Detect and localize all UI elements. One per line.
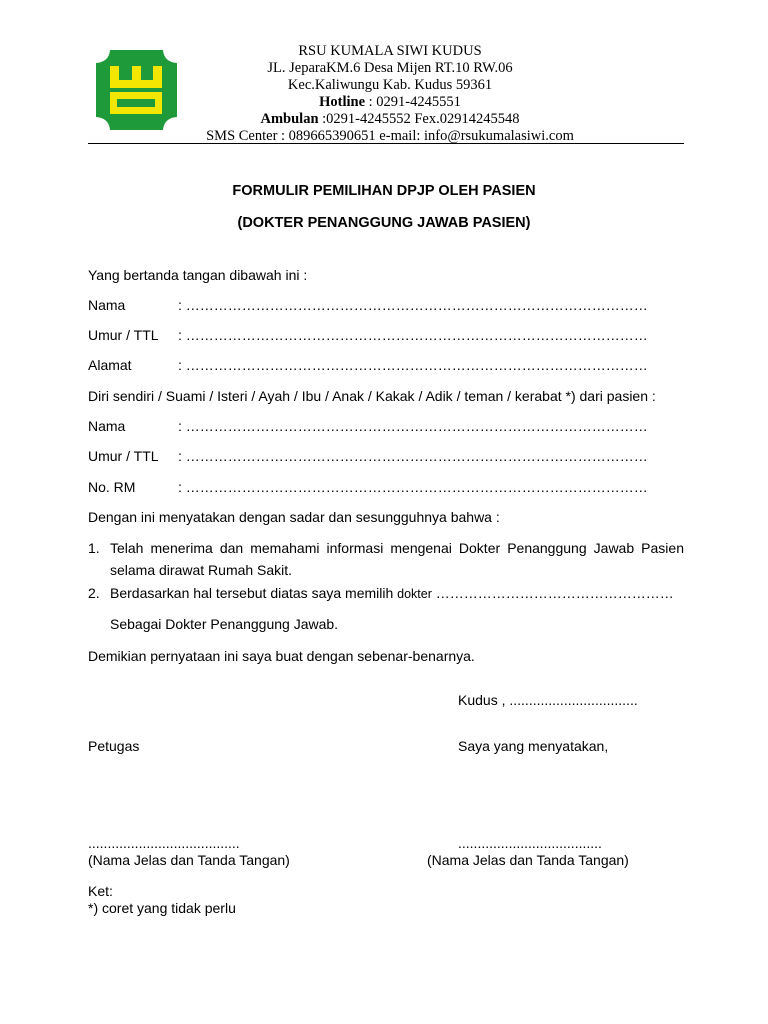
officer-signature-line[interactable]: ....................................... [88,835,240,851]
patient-name-label: Nama [88,418,126,434]
signer-name-label: Nama [88,297,126,313]
statement-intro: Dengan ini menyatakan dengan sadar dan sesungguhnya bahwa : [88,509,500,525]
hotline-label: Hotline [319,94,366,110]
signer-age-field[interactable]: : ……………………………………………………………………………………… [178,327,648,343]
signer-name-field[interactable]: : ……………………………………………………………………………………… [178,297,648,313]
signer-address-field[interactable]: : ……………………………………………………………………………………… [178,357,648,373]
hotline-value: : 0291-4245551 [365,94,461,110]
item-1-number: 1. [88,540,100,556]
sms-email-line: SMS Center : 089665390651 e-mail: info@rsukumalasiwi.com [206,128,574,144]
address-line-1: JL. JeparaKM.6 Desa Mijen RT.10 RW.06 [267,60,513,76]
relation-line: Diri sendiri / Suami / Isteri / Ayah / Ibu / Anak / Kakak / Adik / teman / kerabat *) dari pasien : [88,388,656,404]
item-2-lead: Berdasarkan hal tersebut diatas saya memilih [110,585,394,601]
item-2-text [110,585,674,603]
declarant-caption: (Nama Jelas dan Tanda Tangan) [427,852,629,868]
patient-name-field[interactable]: : ……………………………………………………………………………………… [178,418,648,434]
intro-text: Yang bertanda tangan dibawah ini : [88,267,308,283]
patient-rm-label: No. RM [88,479,136,495]
hotline-line [100,94,680,111]
hospital-name: RSU KUMALA SIWI KUDUS [298,43,482,59]
patient-rm-field[interactable]: : ……………………………………………………………………………………… [178,479,648,495]
item-2-text-cont: Sebagai Dokter Penanggung Jawab. [110,616,339,632]
patient-age-label: Umur / TTL [88,448,159,464]
item-2-number: 2. [88,585,100,601]
item-2-dokter: dokter [397,587,432,601]
form-subtitle: (DOKTER PENANGGUNG JAWAB PASIEN) [237,215,531,231]
declarant-label: Saya yang menyatakan, [458,738,609,754]
ambulan-label: Ambulan [260,111,319,127]
ket-text: *) coret yang tidak perlu [88,900,236,916]
declarant-signature-line[interactable]: ..................................... [458,835,602,851]
closing-text: Demikian pernyataan ini saya buat dengan sebenar-benarnya. [88,648,475,664]
doctor-choice-field[interactable]: …………………………………………… [435,585,674,601]
officer-caption: (Nama Jelas dan Tanda Tangan) [88,852,290,868]
header-divider [88,143,684,144]
item-1-text: Telah menerima dan memahami informasi mengenai Dokter Penanggung Jawab Pasien [110,540,684,556]
signer-age-label: Umur / TTL [88,327,159,343]
item-1-text-cont: selama dirawat Rumah Sakit. [110,562,293,578]
ambulan-line [100,111,680,128]
ket-label: Ket: [88,883,113,899]
address-line-2: Kec.Kaliwungu Kab. Kudus 59361 [287,77,493,93]
signer-address-label: Alamat [88,357,132,373]
patient-age-field[interactable]: : ……………………………………………………………………………………… [178,448,648,464]
officer-label: Petugas [88,738,140,754]
form-title: FORMULIR PEMILIHAN DPJP OLEH PASIEN [232,183,536,199]
ambulan-value: :0291-4245552 Fex.02914245548 [318,111,520,127]
place-date-field[interactable]: Kudus , ................................. [458,692,638,708]
